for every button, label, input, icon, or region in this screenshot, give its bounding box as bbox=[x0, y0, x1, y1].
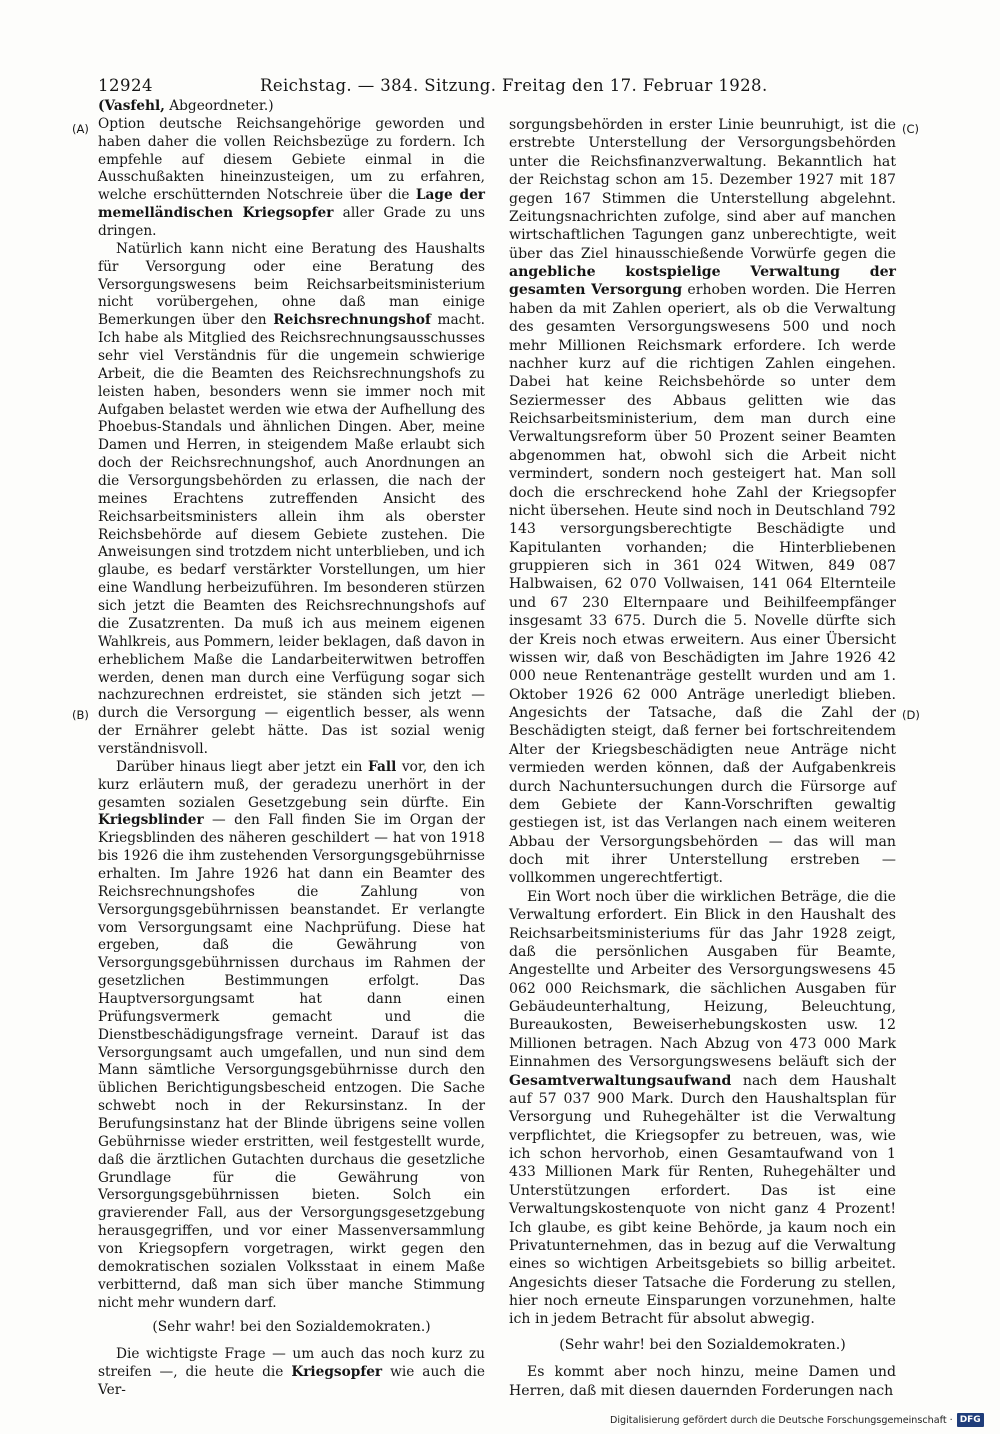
interjection: (Sehr wahr! bei den Sozialdemokraten.) bbox=[152, 1319, 431, 1336]
emphasis: Fall bbox=[368, 758, 397, 775]
text-run: Ein Wort noch über die wirklichen Beträge, die die Verwaltung erfordert. Ein Blick in den Haushalt des Reichsarbeitsministeriums für das Jahr 1928 zeigt, daß die persönlichen Ausgaben für Beamte, Angestellte und Arbeiter des Versorgungswesens 45 062 000 Reichsmark, die sächlichen Ausgaben für Gebäudeunterhaltung, Heizung, Beleuchtung, Bureaukosten, Beweiserhebungskosten usw. 12 Millionen betragen. Nach Abzug von 473 000 Mark Einnahmen des Versorgungswesens beläuft sich der bbox=[509, 888, 896, 1071]
margin-mark-d: (D) bbox=[902, 708, 920, 722]
text-run: nach dem Haushalt auf 57 037 900 Mark. Durch den Haushaltsplan für Versorgung und Ruhegehälter ist die Verwaltung verpflichtet, die Kriegsopfer zu betreuen, was, wie ich schon hervorhob, einen Gesamtaufwand von 1 433 Millionen Mark für Renten, Ruhegehälter und Unterstützungen erfordert. Das ist eine Verwaltungskostenquote von nicht ganz 4 Prozent! Ich glaube, es gibt keine Behörde, ja kaum noch ein Privatunternehmen, das in bezug auf die Verwaltung eines so wichtigen Arbeitsgebiets so billig arbeitet. Angesichts dieser Tatsache die Forderung zu stellen, hier noch erneute Einsparungen vorzunehmen, halte ich in jedem Betracht für absolut abwegig. bbox=[509, 1072, 896, 1328]
page-title: Reichstag. — 384. Sitzung. Freitag den 17. Februar 1928. bbox=[260, 76, 768, 95]
text-run: — den Fall finden Sie im Organ der Kriegsblinden des näheren geschildert — hat von 1918 bis 1926 die ihm zustehenden Versorgungsgebührnisse erhalten. Im Jahre 1926 hat dann ein Beamter des Reichsrechnungshofes die Zahlung von Versorgungsgebührnissen beanstandet. Er verlangte vom Versorgungsamt eine Nachprüfung. Diese hat ergeben, daß die Gewährung von Versorgungsgebührnissen durchaus im Rahmen der gesetzlichen Bestimmungen erfolgt. Das Hauptversorgungsamt hat dann einen Prüfungsvermerk gemacht und die Dienstbeschädigungsfrage verneint. Darauf ist das Versorgungsamt auch umgefallen, und nun sind dem Mann sämtliche Versorgungsgebührnisse durch den üblichen Berichtigungsbescheid entzogen. Die Sache schwebt noch in der Rekursinstanz. In der Berufungsinstanz hat der Blinde übrigens seine vollen Gebührnisse wieder erstritten, weil festgestellt wurde, daß die ärztlichen Gutachten durchaus die gesetzliche Grundlage für die Gewährung von Versorgungsgebührnissen bieten. Solch ein gravierender Fall, aus der Versorgungsgesetzgebung herausgegriffen, und vor einer Massenversammlung von Kriegsopfern vorgetragen, wirkt gegen den demokratischen sozialen Volksstaat in einem Maße verbitternd, daß man sich über manche Stimmung nicht mehr wundern darf. bbox=[98, 812, 485, 1311]
paragraph bbox=[98, 116, 485, 241]
emphasis: Lage der memelländischen Kriegsopfer bbox=[98, 187, 486, 222]
margin-mark-c: (C) bbox=[902, 122, 920, 136]
paragraph bbox=[509, 116, 896, 888]
dfg-logo: DFG bbox=[957, 1413, 984, 1427]
text-run: aller Grade zu uns dringen. bbox=[98, 205, 485, 240]
right-column bbox=[509, 116, 896, 1400]
margin-mark-b: (B) bbox=[72, 708, 89, 722]
running-header bbox=[98, 73, 916, 99]
paragraph bbox=[98, 1346, 485, 1400]
text-run: wie auch die Ver- bbox=[98, 1364, 485, 1399]
speaker-name: (Vasfehl, bbox=[98, 98, 165, 114]
paragraph: Es kommt aber noch hinzu, meine Damen und Herren, daß mit diesen dauernden Forderungen nach bbox=[509, 1364, 896, 1399]
page-number: 12924 bbox=[98, 76, 153, 95]
digitization-footer bbox=[610, 1412, 988, 1430]
emphasis: Kriegsblinder bbox=[98, 812, 204, 829]
left-column bbox=[98, 98, 485, 1400]
text-run: Darüber hinaus liegt aber jetzt ein bbox=[116, 758, 369, 775]
margin-mark-a: (A) bbox=[72, 122, 89, 136]
text-run: sorgungsbehörden in erster Linie beunruhigt, ist die erstrebte Unterstellung der Versorgungsbehörden unter die Reichsfinanzverwaltung. Bekanntlich hat der Reichstag schon am 15. Dezember 1927 mit 187 gegen 167 Stimmen die Unterstellung abgelehnt. Zeitungsnachrichten zufolge, sind aber auf manchen wirtschaftlichen Tagungen ganz unberechtigte, weit über das Ziel hinausschießende Vorwürfe gegen die bbox=[509, 117, 896, 262]
emphasis: Reichsrechnungshof bbox=[273, 312, 431, 329]
text-run: Option deutsche Reichsangehörige geworden und haben daher die vollen Reichsbezüge zu fordern. Ich empfehle auf diesem Gebiete einmal in die Ausschußakten hineinzusteigen, um zu erfahren, welche erschütternden Notschreie über die bbox=[98, 115, 485, 204]
emphasis: angebliche kostspielige Verwaltung der gesamten Versorgung bbox=[509, 264, 896, 299]
text-run: Natürlich kann nicht eine Beratung des Haushalts für Versorgung oder eine Beratung des Versorgungswesens beim Reichsarbeitsministerium nicht vorübergehen, ohne daß man einige Bemerkungen über den bbox=[98, 240, 485, 329]
footer-text: Digitalisierung gefördert durch die Deutsche Forschungsgemeinschaft · bbox=[610, 1415, 953, 1426]
text-run: Die wichtigste Frage — um auch das noch kurz zu streifen —, die heute die bbox=[98, 1346, 485, 1381]
interjection: (Sehr wahr! bei den Sozialdemokraten.) bbox=[559, 1336, 846, 1353]
text-run: vor, den ich kurz erläutern muß, der geradezu unerhört in der gesamten sozialen Gesetzgebung sein dürfte. Ein bbox=[98, 758, 485, 811]
speaker-role: Abgeordneter.) bbox=[164, 98, 274, 114]
speaker-line bbox=[98, 98, 485, 116]
paragraph bbox=[98, 759, 485, 1313]
text-run: macht. Ich habe als Mitglied des Reichsrechnungsausschusses sehr viel Verständnis für die ungemein schwierige Arbeit, die die Beamten des Reichsrechnungshofs zu leisten haben, besonders wenn sie immer noch mit Aufgaben belastet werden wie etwa der Aufhellung des Phoebus-Standals und ähnlichen Dingen. Aber, meine Damen und Herren, in steigendem Maße erlaubt sich doch der Reichsrechnungshof, auch Anordnungen an die Versorgungsbehörden zu erlassen, die nach der meines Erachtens zutreffenden Ansicht des Reichsarbeitsministers allein ihm als oberster Reichsbehörde auf diesem Gebiete zustehen. Die Anweisungen sind trotzdem nicht unterblieben, und ich glaube, es bedarf verstärkter Vorstellungen, um hier eine Wandlung herbeizuführen. Im besonderen stürzen sich jetzt die Beamten des Reichsrechnungshofs auf die Zusatzrenten. Da muß ich aus meinem eigenen Wahlkreis, aus Pommern, leider beklagen, daß davon in erheblichem Maße die Landarbeiterwitwen betroffen werden, denen man durch eine Verfügung sogar sich nachzurechnen erdreistet, sie ständen sich jetzt — durch die Versorgung — eigentlich besser, als wenn der Ernährer gelebt hätte. Das ist sozial wenig verständnisvoll. bbox=[98, 312, 485, 757]
emphasis: Gesamtverwaltungsaufwand bbox=[509, 1072, 732, 1089]
paragraph bbox=[509, 888, 896, 1329]
text-run: erhoben worden. Die Herren haben da mit Zahlen operiert, als ob die Verwaltung des gesamten Versorgungswesens 500 und noch mehr Millionen Reichsmark erfordere. Ich werde nachher kurz auf die richtigen Zahlen eingehen. Dabei hat keine Reichsbehörde so unter dem Seziermesser des Abbaus gelitten wie das Reichsarbeitsministerium, dem man durch eine Verwaltungsreform über 50 Prozent seiner Beamten abgenommen hat, obwohl sich die Arbeit nicht vermindert, sondern noch gesteigert hat. Man soll doch die erschreckend hohe Zahl der Kriegsopfer nicht übersehen. Heute sind noch in Deutschland 792 143 versorgungsberechtigte Beschädigte und Kapitulanten vorhanden; die Hinterbliebenen gruppieren sich in 361 024 Witwen, 849 087 Halbwaisen, 62 070 Vollwaisen, 141 064 Elternteile und 67 230 Elternpaare und Beihilfeempfänger insgesamt 33 675. Durch die 5. Novelle dürfte sich der Kreis noch etwas erweitern. Aus einer Übersicht wissen wir, daß von Beschädigten im Jahre 1926 42 000 neue Rentenanträge gestellt wurden und am 1. Oktober 1926 62 000 Anträge unerledigt blieben. Angesichts der Tatsache, daß die Zahl der Beschädigten steigt, daß ferner bei fortschreitendem Alter der Kriegsbeschädigten neue Anträge nicht vermieden werden können, daß der Aufgabenkreis durch Nachuntersuchungen durch die Fürsorge auf dem Gebiete der Kann-Vorschriften gewaltig gestiegen ist, ist das Verlangen nach einem weiteren Abbau der Versorgungsbehörden — das will man doch mit ihrer Unterstellung erstreben — vollkommen ungerechtfertigt. bbox=[509, 282, 896, 887]
paragraph bbox=[98, 241, 485, 759]
emphasis: Kriegsopfer bbox=[291, 1364, 383, 1381]
